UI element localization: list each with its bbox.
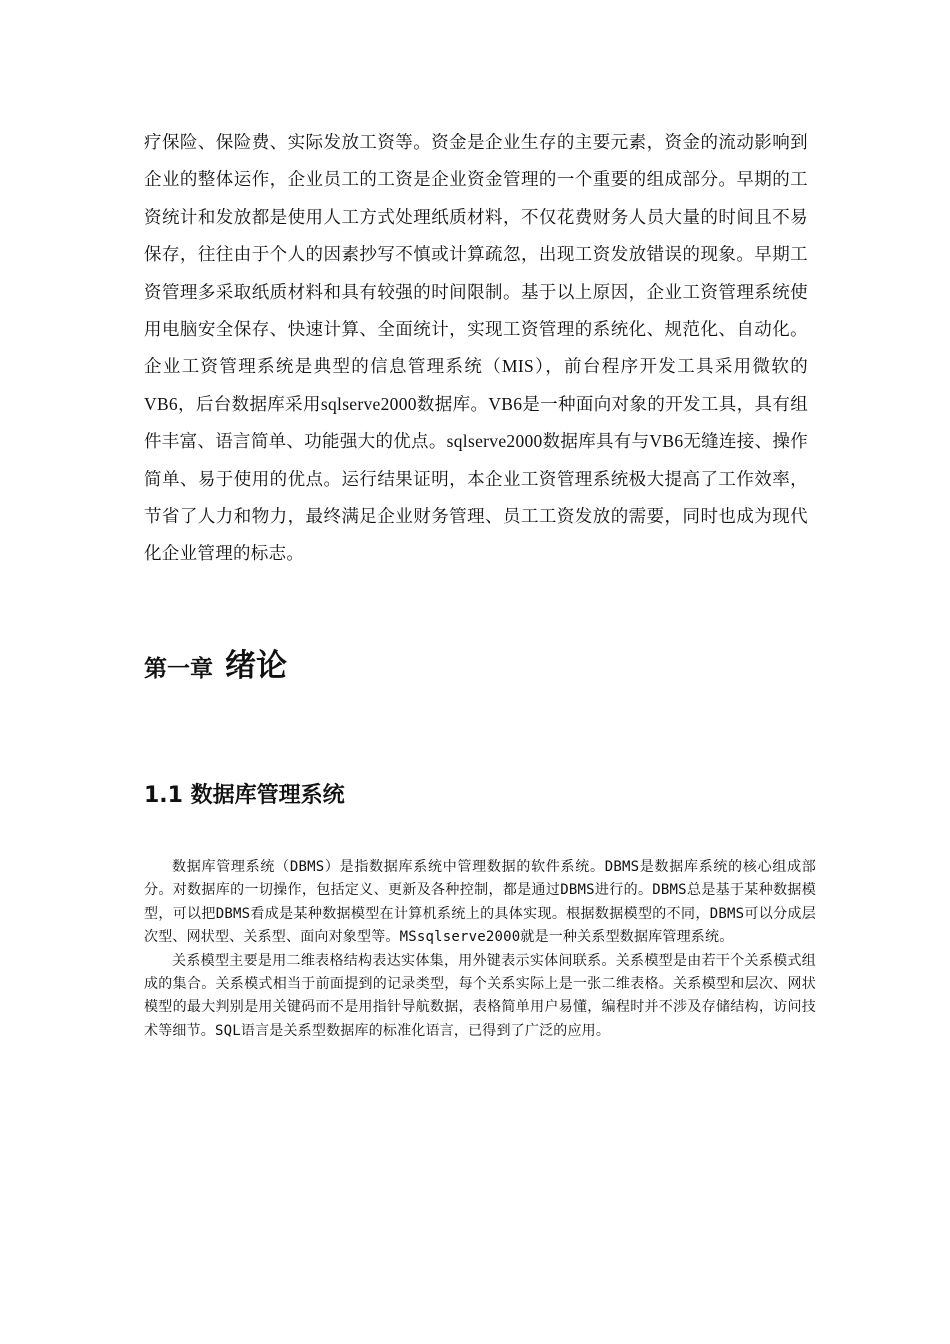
chapter-label: 第一章 (144, 656, 213, 682)
chapter-heading (144, 640, 287, 685)
body-paragraph-dbms: 数据库管理系统（DBMS）是指数据库系统中管理数据的软件系统。DBMS是数据库系统的核心组成部分。对数据库的一切操作，包括定义、更新及各种控制，都是通过DBMS进行的。DBMS总是基于某种数据模型，可以把DBMS看成是某种数据模型在计算机系统上的具体实现。根据数据模型的不同，DBMS可以分成层次型、网状型、关系型、面向对象型等。MSsqlserve2000就是一种关系型数据库管理系统。 (144, 859, 816, 946)
body-paragraph-relational-model: 关系模型主要是用二维表格结构表达实体集，用外键表示实体间联系。关系模型是由若干个关系模式组成的集合。关系模式相当于前面提到的记录类型，每个关系实际上是一张二维表格。关系模型和层次、网状模型的最大判别是用关键码而不是用指针导航数据，表格简单用户易懂，编程时并不涉及存储结构，访问技术等细节。SQL语言是关系型数据库的标准化语言，已得到了广泛的应用。 (144, 952, 816, 1039)
section-heading: 1.1 数据库管理系统 (144, 783, 345, 808)
section-body (144, 856, 816, 1043)
intro-paragraph: 疗保险、保险费、实际发放工资等。资金是企业生存的主要元素，资金的流动影响到企业的整体运作，企业员工的工资是企业资金管理的一个重要的组成部分。早期的工资统计和发放都是使用人工方式处理纸质材料，不仅花费财务人员大量的时间且不易保存，往往由于个人的因素抄写不慎或计算疏忽，出现工资发放错误的现象。早期工资管理多采取纸质材料和具有较强的时间限制。基于以上原因，企业工资管理系统使用电脑安全保存、快速计算、全面统计，实现工资管理的系统化、规范化、自动化。企业工资管理系统是典型的信息管理系统（MIS），前台程序开发工具采用微软的VB6，后台数据库采用sqlserve2000数据库。VB6是一种面向对象的开发工具，具有组件丰富、语言简单、功能强大的优点。sqlserve2000数据库具有与VB6无缝连接、操作简单、易于使用的优点。运行结果证明，本企业工资管理系统极大提高了工作效率，节省了人力和物力，最终满足企业财务管理、员工工资发放的需要，同时也成为现代化企业管理的标志。 (144, 132, 808, 564)
chapter-name: 绪论 (225, 648, 287, 684)
